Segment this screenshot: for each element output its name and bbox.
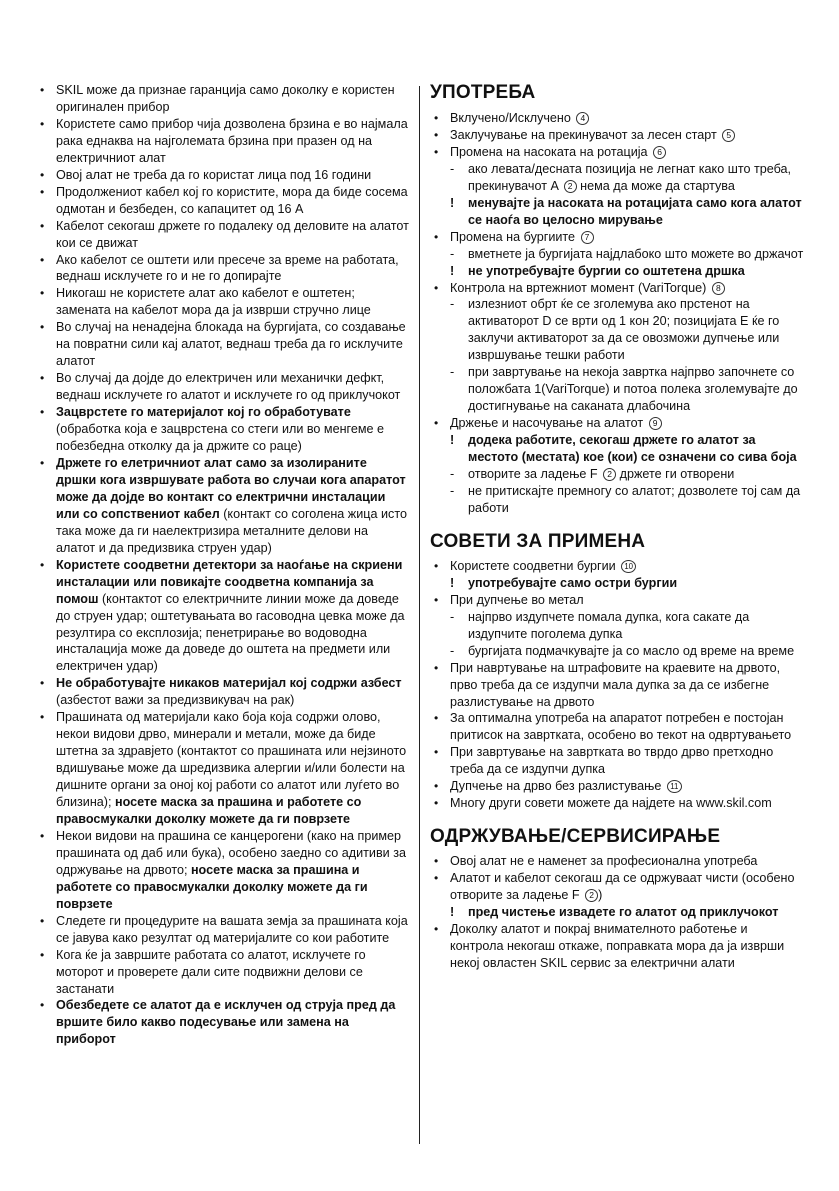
- item-text: Во случај на ненадејна блокада на бургијата, со создавање на повратни сили кај алатот, веднаш треба да го исклучите алатот: [56, 320, 406, 369]
- item-text: Користете соодветни бургии: [450, 558, 616, 573]
- item-text: Овој алат не треба да го користат лица под 16 години: [56, 167, 372, 182]
- list-item: [430, 110, 804, 127]
- list-item: [430, 778, 804, 795]
- list-item: • Доколку алатот и покрај внимателното работење и контрола некогаш откаже, поправката мора да ја изврши некој овластен SKIL сервис за електрични алати: [430, 921, 804, 972]
- list-item: [36, 675, 410, 709]
- warning-item: ! пред чистење извадете го алатот од приклучокот: [430, 904, 804, 921]
- list-item: [430, 144, 804, 161]
- sub-item: - излезниот обрт ќе се зголемува ако прстенот на активаторот D се врти од 1 кон 20; позицијата E ќе го заклучи активаторот за да се овозможи дупчење или извршување тешки работи: [430, 296, 804, 364]
- warning-item: ! употребувајте само остри бургии: [430, 575, 804, 592]
- tips-heading: СОВЕТИ ЗА ПРИМЕНА: [430, 530, 646, 552]
- item-text: држете ги отворени: [619, 467, 735, 482]
- list-item: [36, 370, 410, 404]
- item-text: Кабелот секогаш држете го подалеку од деловите на алатот кои се движат: [56, 218, 409, 250]
- maintenance-list: [430, 853, 804, 972]
- item-text: Дупчење на дрво без разлистување: [450, 779, 662, 794]
- instructions-column: [430, 82, 804, 972]
- figure-ref-number: 8: [712, 282, 725, 295]
- list-item: [36, 455, 410, 557]
- item-text: Контрола на вртежниот момент (VariTorque): [450, 280, 707, 295]
- usage-heading: УПОТРЕБА: [430, 82, 536, 103]
- figure-ref-number: 10: [621, 560, 636, 573]
- item-text: Продолжениот кабел кој го користите, мора да биде сосема одмотан и безбеден, со капацитет од 16 A: [56, 184, 408, 216]
- list-item: [430, 280, 804, 297]
- figure-ref-number: 7: [581, 231, 594, 244]
- item-text: Кога ќе ја завршите работата со алатот, исклучете го моторот и проверете дали сите подвижни делови се застанати: [56, 947, 366, 996]
- item-text: (контакт со соголена жица исто така може да ги наелектризира металните делови на алатот и да предизвика струен удар): [56, 506, 407, 555]
- sub-item: - најпрво издупчете помала дупка, кога сакате да издупчите поголема дупка: [430, 609, 804, 643]
- warning-item: ! додека работите, секогаш држете го алатот за местото (местата) кое (кои) се означени со сива боја: [430, 432, 804, 466]
- list-item: [36, 709, 410, 828]
- item-bold-text: Обезбедете се алатот да е исклучен од струја пред да вршите било какво подесување или замена на приборот: [56, 998, 396, 1047]
- item-text: Користете само прибор чија дозволена брзина е во најмала рака еднаква на најголемата брзина при празен од на електричниот алат: [56, 116, 408, 165]
- list-item: [430, 415, 804, 432]
- list-item: • При дупчење во метал: [430, 592, 804, 609]
- figure-ref-number: 6: [653, 146, 666, 159]
- item-text: ако левата/десната позиција не легнат како што треба, прекинувачот A: [468, 161, 792, 193]
- figure-ref-number: 5: [722, 129, 735, 142]
- item-text: (контактот со електричните линии може да доведе до струен удар; оштетувањата во гасоводна цевка може да резултира со експлозија; пенетрирање во водоводна инсталација може да доведе до оштета на предмети или електричен удар): [56, 591, 405, 674]
- list-item: • Овој алат не е наменет за професионална употреба: [430, 853, 804, 870]
- list-item: [36, 997, 410, 1048]
- item-bold-text: Држете го елетричниот алат само за изолираните дршки кога извршувате работа во случаи кога апаратот може да дојде во контакт со електрични инсталации или со сопствениот кабел: [56, 455, 406, 521]
- item-text: Некои видови на прашина се канцерогени (како на пример прашината од даб или бука), особено заедно со адитиви за одржување на дрвото;: [56, 828, 406, 877]
- list-item: • За оптимална употреба на апаратот потребен е постојан притисок на завртката, особено во текот на одвртувањето: [430, 710, 804, 744]
- sub-item: [430, 161, 804, 195]
- usage-list: [430, 110, 804, 517]
- item-text: (обработка која е зацврстена со стеги или во менгеме е побезбедна отколку да ја држите со раце): [56, 422, 385, 454]
- figure-ref-number: 4: [576, 112, 589, 125]
- figure-ref-number: 11: [667, 780, 682, 793]
- figure-ref-number: 2: [585, 889, 598, 902]
- sub-item: - бургијата подмачкувајте ја со масло од време на време: [430, 643, 804, 660]
- item-bold-text: Не обработувајте никаков материјал кој содржи азбест: [56, 676, 402, 691]
- tips-list: [430, 558, 804, 812]
- list-item: • При завртување на завртката во тврдо дрво претходно треба да се издупчи дупка: [430, 744, 804, 778]
- item-bold-text: носете маска за прашина и работете со правосмукалки доколку можете да ги поврзете: [56, 862, 368, 911]
- item-text: Никогаш не користете алат ако кабелот е оштетен; замената на кабелот мора да ја изврши стручно лице: [56, 286, 371, 318]
- sub-item: - вметнете ја бургијата најдлабоко што можете во држачот: [430, 246, 804, 263]
- maintenance-heading: ОДРЖУВАЊЕ/СЕРВИСИРАЊЕ: [430, 826, 721, 848]
- list-item: [36, 828, 410, 913]
- safety-column: [36, 82, 410, 1048]
- figure-ref-number: 9: [649, 417, 662, 430]
- item-text: Алатот и кабелот секогаш да се одржуваат чисти (особено отворите за ладење F: [450, 871, 795, 903]
- list-item: [36, 319, 410, 370]
- item-text: Вклучено/Исклучено: [450, 111, 571, 125]
- item-text: Во случај да дојде до електричен или механички дефкт, веднаш исклучете го алатот и исклучете го од приклучокот: [56, 371, 401, 403]
- figure-ref-number: 2: [603, 468, 616, 481]
- item-text: Држење и насочување на алатот: [450, 416, 644, 431]
- item-text: Прашината од материјали како боја која содржи олово, некои видови дрво, минерали и метали, може да биде штетна за здравјето (контактот со прашината или нејзиното вдишување може да шредизвика алергии и/или болести на дишните органи за оној кој работи со алатот или луѓето во близина);: [56, 710, 407, 810]
- list-item: [430, 870, 804, 904]
- list-item: [36, 913, 410, 947]
- list-item: [36, 557, 410, 676]
- sub-item: [430, 466, 804, 483]
- item-text: Заклучување на прекинувачот за лесен старт: [450, 127, 717, 142]
- list-item: • При навртување на штрафовите на краевите на дрвото, прво треба да се издупчи мала дупка за да се избегне разлистување на дрвото: [430, 660, 804, 711]
- list-item: [36, 116, 410, 167]
- list-item: [36, 218, 410, 252]
- item-text: Промена на насоката на ротација: [450, 144, 648, 159]
- item-text: Следете ги процедурите на вашата земја за прашината која се јавува како резултат од материјалите со кои работите: [56, 913, 408, 945]
- safety-list: [36, 82, 410, 1048]
- list-item: [36, 404, 410, 455]
- sub-item: - не притискајте премногу со алатот; дозволете тој сам да работи: [430, 483, 804, 517]
- list-item: • Многу други совети можете да најдете на www.skil.com: [430, 795, 804, 812]
- list-item: [36, 252, 410, 286]
- warning-item: ! менувајте ја насоката на ротацијата само кога алатот се наоѓа во целосно мирување: [430, 195, 804, 229]
- item-bold-text: Користете соодветни детектори за наоѓање на скриени инсталации или повикајте соодветна компанија за помош: [56, 557, 403, 606]
- item-text: (азбестот важи за предизвикувач на рак): [56, 693, 295, 708]
- list-item: [36, 947, 410, 998]
- list-item: [36, 82, 410, 116]
- figure-ref-number: 2: [564, 180, 577, 193]
- item-text: Промена на бургиите: [450, 229, 576, 244]
- item-text: нема да може да стартува: [580, 178, 735, 193]
- list-item: [36, 184, 410, 218]
- list-item: [36, 285, 410, 319]
- list-item: [430, 127, 804, 144]
- list-item: [36, 167, 410, 184]
- sub-item: - при завртување на некоја завртка најпрво започнете со положбата 1(VariTorque) и потоа полека зголемувајте до достигнување на саканата длабочина: [430, 364, 804, 415]
- item-bold-text: Зацврстете го материјалот кој го обработувате: [56, 405, 351, 420]
- warning-item: ! не употребувајте бургии со оштетена дршка: [430, 263, 804, 280]
- item-text: SKIL може да признае гаранција само доколку е користен оригинален прибор: [56, 83, 395, 114]
- column-divider: [419, 86, 420, 1144]
- item-bold-text: носете маска за прашина и работете со правосмукалки доколку можете да ги поврзете: [56, 795, 362, 826]
- list-item: [430, 558, 804, 575]
- item-text: ): [598, 888, 603, 903]
- item-text: отворите за ладење F: [468, 467, 598, 482]
- list-item: [430, 229, 804, 246]
- item-text: Ако кабелот се оштети или пресече за време на работата, веднаш исклучете го и не го допирајте: [56, 252, 399, 284]
